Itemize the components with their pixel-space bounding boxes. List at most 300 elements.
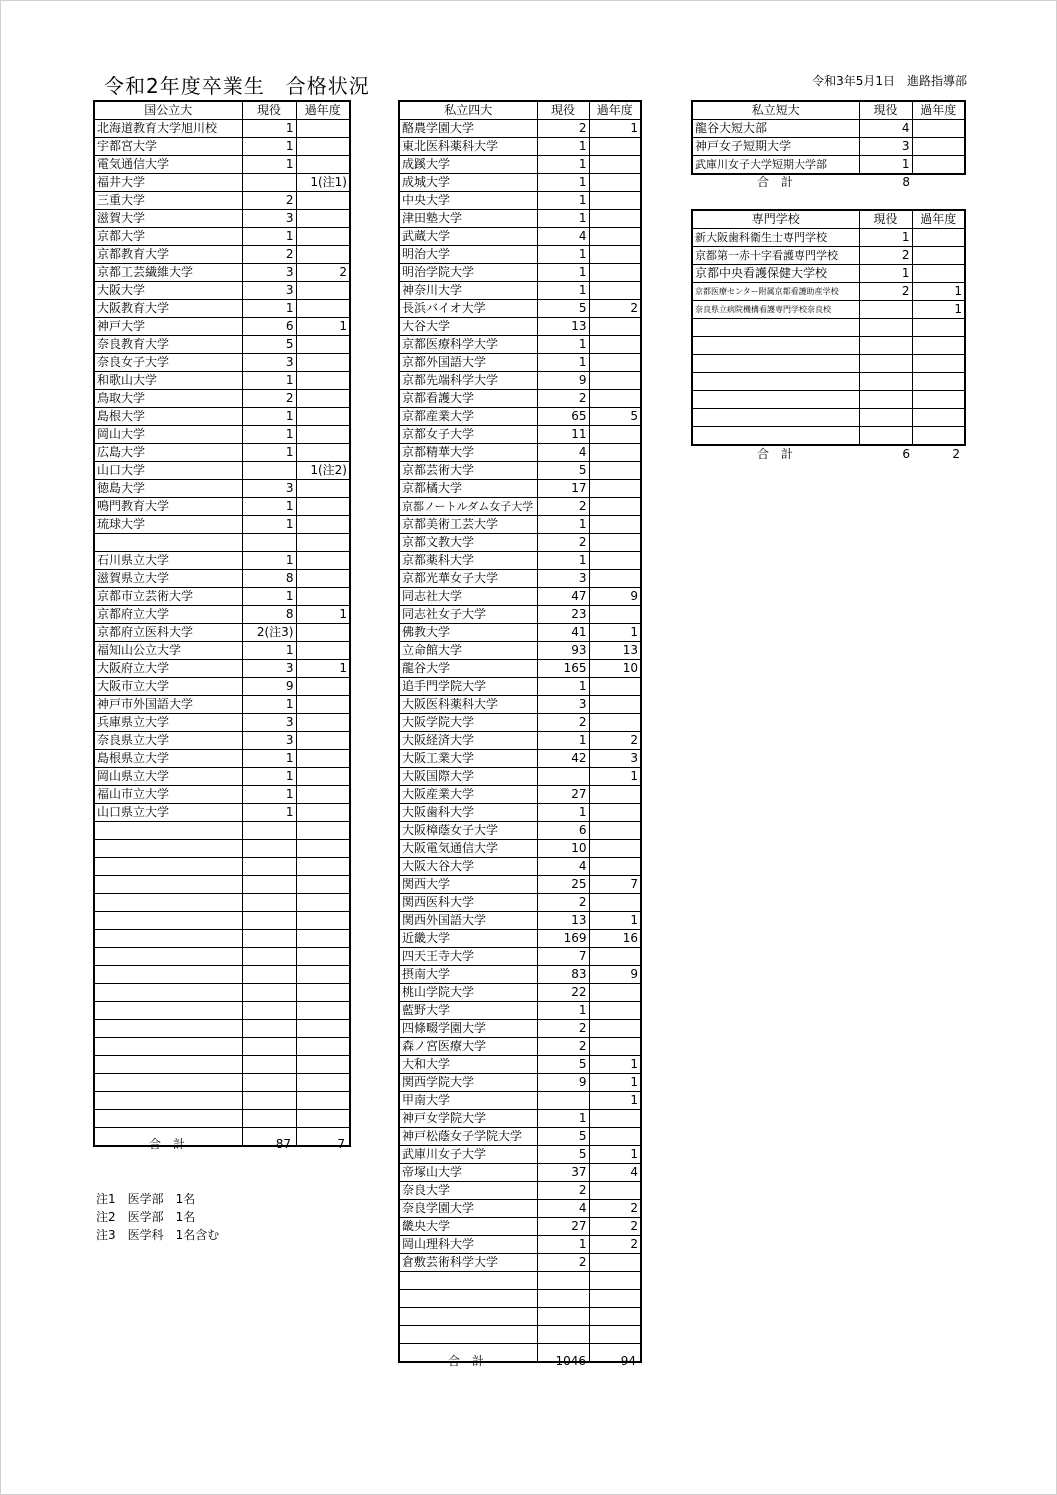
school-name-cell: 京都府立大学: [94, 606, 242, 624]
current-count-cell: 3: [242, 480, 296, 498]
school-name-cell: 神戸女子短期大学: [692, 138, 859, 156]
previous-count-cell: [296, 1074, 350, 1092]
previous-count-cell: [589, 138, 641, 156]
previous-count-cell: [296, 678, 350, 696]
table-header-row: [692, 210, 965, 229]
table-row: [94, 372, 350, 390]
school-name-cell: 福知山公立大学: [94, 642, 242, 660]
table-row: [399, 534, 641, 552]
school-name-cell: 京都薬科大学: [399, 552, 537, 570]
current-count-cell: 7: [537, 948, 589, 966]
school-name-cell: 京都女子大学: [399, 426, 537, 444]
current-count-cell: 1: [537, 678, 589, 696]
previous-count-cell: [589, 444, 641, 462]
table-row: [399, 1146, 641, 1164]
school-name-cell: 京都医療センター附属京都看護助産学校: [692, 283, 859, 301]
school-name-cell: 大阪大谷大学: [399, 858, 537, 876]
current-count-cell: 2: [242, 192, 296, 210]
current-count-cell: 8: [242, 606, 296, 624]
table-row: [692, 427, 965, 446]
school-name-cell: 岡山理科大学: [399, 1236, 537, 1254]
previous-count-cell: 4: [589, 1164, 641, 1182]
previous-count-cell: [589, 1308, 641, 1326]
table-row: [692, 138, 965, 156]
table-row: [692, 156, 965, 175]
table-header-row: [94, 101, 350, 120]
current-count-cell: 1: [242, 768, 296, 786]
school-name-cell: 京都橘大学: [399, 480, 537, 498]
school-name-cell: [94, 1092, 242, 1110]
column-header-school: 私立四大: [399, 101, 537, 120]
table-row: [94, 1020, 350, 1038]
previous-count-cell: [912, 247, 965, 265]
school-name-cell: 奈良県立大学: [94, 732, 242, 750]
school-name-cell: 島根大学: [94, 408, 242, 426]
table-row: [692, 301, 965, 319]
previous-count-cell: [296, 1020, 350, 1038]
table-row: [94, 588, 350, 606]
total-previous: 2: [952, 447, 960, 461]
table-row: [399, 390, 641, 408]
school-name-cell: 岡山大学: [94, 426, 242, 444]
school-name-cell: 明治大学: [399, 246, 537, 264]
current-count-cell: 2(注3): [242, 624, 296, 642]
school-name-cell: 同志社大学: [399, 588, 537, 606]
current-count-cell: 1: [859, 229, 912, 247]
current-count-cell: 1: [537, 246, 589, 264]
current-count-cell: 2: [242, 246, 296, 264]
table-row: [94, 246, 350, 264]
previous-count-cell: 9: [589, 588, 641, 606]
previous-count-cell: [296, 1056, 350, 1074]
school-name-cell: 大阪樟蔭女子大学: [399, 822, 537, 840]
private-total-row: [398, 1353, 640, 1369]
table-row: [399, 804, 641, 822]
table-row: [94, 858, 350, 876]
table-row: [399, 1110, 641, 1128]
current-count-cell: 2: [242, 390, 296, 408]
school-name-cell: 山口県立大学: [94, 804, 242, 822]
previous-count-cell: [296, 246, 350, 264]
previous-count-cell: [589, 552, 641, 570]
table-header-row: [692, 101, 965, 120]
current-count-cell: [859, 409, 912, 427]
current-count-cell: 23: [537, 606, 589, 624]
previous-count-cell: [589, 858, 641, 876]
current-count-cell: [242, 1056, 296, 1074]
school-name-cell: [692, 391, 859, 409]
previous-count-cell: [296, 480, 350, 498]
table-row: [692, 391, 965, 409]
total-label: 合 計: [448, 1354, 485, 1368]
table-row: [94, 174, 350, 192]
school-name-cell: 倉敷芸術科学大学: [399, 1254, 537, 1272]
school-name-cell: 奈良学園大学: [399, 1200, 537, 1218]
table-row: [94, 984, 350, 1002]
table-row: [94, 210, 350, 228]
previous-count-cell: [589, 786, 641, 804]
previous-count-cell: [589, 1290, 641, 1308]
previous-count-cell: [296, 138, 350, 156]
current-count-cell: 3: [859, 138, 912, 156]
current-count-cell: [859, 373, 912, 391]
table-row: [399, 1038, 641, 1056]
current-count-cell: 5: [537, 462, 589, 480]
previous-count-cell: 2: [589, 1236, 641, 1254]
current-count-cell: [242, 1110, 296, 1128]
table-row: [399, 660, 641, 678]
previous-count-cell: [589, 534, 641, 552]
current-count-cell: 1: [537, 1110, 589, 1128]
total-current: 1046: [555, 1354, 586, 1368]
current-count-cell: 3: [242, 714, 296, 732]
school-name-cell: 武庫川女子大学: [399, 1146, 537, 1164]
previous-count-cell: 9: [589, 966, 641, 984]
column-header-previous: 過年度: [912, 101, 965, 120]
school-name-cell: 徳島大学: [94, 480, 242, 498]
table-row: [399, 138, 641, 156]
previous-count-cell: 2: [589, 1200, 641, 1218]
current-count-cell: 65: [537, 408, 589, 426]
current-count-cell: [242, 1002, 296, 1020]
current-count-cell: [242, 894, 296, 912]
table-row: [94, 750, 350, 768]
table-row: [94, 390, 350, 408]
current-count-cell: 1: [242, 156, 296, 174]
table-row: [399, 156, 641, 174]
previous-count-cell: [296, 750, 350, 768]
previous-count-cell: 2: [589, 300, 641, 318]
previous-count-cell: 1: [589, 120, 641, 138]
table-row: [94, 678, 350, 696]
total-current: 8: [902, 175, 910, 189]
previous-count-cell: 7: [589, 876, 641, 894]
school-name-cell: 大阪国際大学: [399, 768, 537, 786]
current-count-cell: 165: [537, 660, 589, 678]
table-row: [399, 1200, 641, 1218]
school-name-cell: 奈良教育大学: [94, 336, 242, 354]
previous-count-cell: [296, 966, 350, 984]
vocational-schools-table: [691, 209, 966, 446]
current-count-cell: [537, 1092, 589, 1110]
table-row: [399, 318, 641, 336]
school-name-cell: [94, 948, 242, 966]
current-count-cell: 1: [242, 642, 296, 660]
table-row: [399, 930, 641, 948]
school-name-cell: [94, 1038, 242, 1056]
current-count-cell: 10: [537, 840, 589, 858]
previous-count-cell: 1: [912, 301, 965, 319]
current-count-cell: 1: [537, 336, 589, 354]
current-count-cell: 2: [537, 120, 589, 138]
previous-count-cell: [589, 480, 641, 498]
current-count-cell: 37: [537, 1164, 589, 1182]
table-row: [94, 570, 350, 588]
current-count-cell: 1: [242, 552, 296, 570]
column-header-current: 現役: [537, 101, 589, 120]
current-count-cell: 1: [242, 120, 296, 138]
school-name-cell: 同志社女子大学: [399, 606, 537, 624]
previous-count-cell: 1: [589, 768, 641, 786]
table-row: [94, 696, 350, 714]
school-name-cell: 藍野大学: [399, 1002, 537, 1020]
table-row: [399, 264, 641, 282]
vocational-total-row: [691, 446, 964, 462]
table-row: [94, 498, 350, 516]
current-count-cell: [242, 1092, 296, 1110]
school-name-cell: 大阪工業大学: [399, 750, 537, 768]
previous-count-cell: [296, 894, 350, 912]
current-count-cell: 1: [537, 804, 589, 822]
previous-count-cell: [589, 1038, 641, 1056]
previous-count-cell: 1: [296, 318, 350, 336]
table-row: [94, 876, 350, 894]
school-name-cell: 帝塚山大学: [399, 1164, 537, 1182]
table-row: [399, 1002, 641, 1020]
current-count-cell: 4: [537, 858, 589, 876]
private-universities-table: [398, 100, 642, 1363]
school-name-cell: [94, 822, 242, 840]
previous-count-cell: [296, 552, 350, 570]
table-row: [692, 283, 965, 301]
previous-count-cell: [296, 984, 350, 1002]
current-count-cell: 1: [537, 264, 589, 282]
school-name-cell: 甲南大学: [399, 1092, 537, 1110]
table-row: [399, 444, 641, 462]
school-name-cell: [94, 1020, 242, 1038]
table-row: [94, 354, 350, 372]
table-row: [94, 228, 350, 246]
previous-count-cell: [296, 876, 350, 894]
school-name-cell: 神戸女学院大学: [399, 1110, 537, 1128]
current-count-cell: 5: [537, 300, 589, 318]
current-count-cell: 2: [537, 1020, 589, 1038]
current-count-cell: 1: [242, 408, 296, 426]
previous-count-cell: [296, 354, 350, 372]
school-name-cell: 摂南大学: [399, 966, 537, 984]
table-row: [94, 1056, 350, 1074]
previous-count-cell: 2: [589, 1218, 641, 1236]
current-count-cell: 1: [537, 210, 589, 228]
total-current: 6: [902, 447, 910, 461]
table-row: [94, 840, 350, 858]
table-row: [399, 1092, 641, 1110]
table-row: [692, 373, 965, 391]
school-name-cell: 三重大学: [94, 192, 242, 210]
previous-count-cell: 1(注1): [296, 174, 350, 192]
previous-count-cell: 1(注2): [296, 462, 350, 480]
issued-date: 令和3年5月1日 進路指導部: [812, 74, 967, 88]
total-label: 合 計: [149, 1137, 186, 1151]
current-count-cell: 3: [242, 264, 296, 282]
table-row: [399, 354, 641, 372]
current-count-cell: 22: [537, 984, 589, 1002]
current-count-cell: 1: [242, 444, 296, 462]
current-count-cell: 13: [537, 912, 589, 930]
previous-count-cell: 3: [589, 750, 641, 768]
school-name-cell: 桃山学院大学: [399, 984, 537, 1002]
current-count-cell: [537, 1308, 589, 1326]
previous-count-cell: [912, 156, 965, 175]
previous-count-cell: [589, 1272, 641, 1290]
table-header-row: [399, 101, 641, 120]
column-header-previous: 過年度: [912, 210, 965, 229]
school-name-cell: 京都市立芸術大学: [94, 588, 242, 606]
school-name-cell: [692, 355, 859, 373]
current-count-cell: 1: [859, 265, 912, 283]
school-name-cell: 森ノ宮医療大学: [399, 1038, 537, 1056]
current-count-cell: 1: [537, 516, 589, 534]
previous-count-cell: [589, 1110, 641, 1128]
table-row: [399, 300, 641, 318]
previous-count-cell: [296, 444, 350, 462]
school-name-cell: 大阪電気通信大学: [399, 840, 537, 858]
previous-count-cell: [296, 1092, 350, 1110]
current-count-cell: 8: [242, 570, 296, 588]
previous-count-cell: [589, 570, 641, 588]
school-name-cell: 関西医科大学: [399, 894, 537, 912]
table-row: [94, 732, 350, 750]
school-name-cell: 福井大学: [94, 174, 242, 192]
school-name-cell: 成蹊大学: [399, 156, 537, 174]
table-row: [399, 984, 641, 1002]
table-row: [94, 480, 350, 498]
previous-count-cell: [296, 282, 350, 300]
total-current: 87: [275, 1137, 291, 1151]
table-row: [399, 336, 641, 354]
current-count-cell: [242, 822, 296, 840]
table-row: [94, 624, 350, 642]
table-row: [692, 120, 965, 138]
previous-count-cell: [912, 391, 965, 409]
school-name-cell: 大阪歯科大学: [399, 804, 537, 822]
school-name-cell: [399, 1326, 537, 1344]
previous-count-cell: [589, 372, 641, 390]
table-row: [399, 570, 641, 588]
school-name-cell: 立命館大学: [399, 642, 537, 660]
current-count-cell: 4: [537, 1200, 589, 1218]
column-header-current: 現役: [859, 210, 912, 229]
current-count-cell: 2: [537, 714, 589, 732]
previous-count-cell: 10: [589, 660, 641, 678]
current-count-cell: [242, 876, 296, 894]
current-count-cell: 4: [537, 228, 589, 246]
table-row: [399, 1128, 641, 1146]
school-name-cell: 大阪教育大学: [94, 300, 242, 318]
previous-count-cell: [589, 948, 641, 966]
previous-count-cell: [296, 624, 350, 642]
school-name-cell: 中央大学: [399, 192, 537, 210]
current-count-cell: [242, 858, 296, 876]
current-count-cell: 4: [859, 120, 912, 138]
previous-count-cell: [296, 408, 350, 426]
previous-count-cell: [912, 409, 965, 427]
previous-count-cell: [589, 840, 641, 858]
table-row: [399, 678, 641, 696]
school-name-cell: [94, 894, 242, 912]
current-count-cell: 1: [242, 696, 296, 714]
school-name-cell: 奈良大学: [399, 1182, 537, 1200]
previous-count-cell: [589, 318, 641, 336]
current-count-cell: 9: [537, 372, 589, 390]
current-count-cell: [859, 337, 912, 355]
current-count-cell: [242, 1074, 296, 1092]
table-row: [399, 876, 641, 894]
school-name-cell: 奈良女子大学: [94, 354, 242, 372]
school-name-cell: [94, 912, 242, 930]
footnote-3: 注3 医学科 1名含む: [96, 1228, 220, 1242]
current-count-cell: [859, 427, 912, 446]
school-name-cell: 岡山県立大学: [94, 768, 242, 786]
current-count-cell: [859, 301, 912, 319]
current-count-cell: 9: [537, 1074, 589, 1092]
school-name-cell: 関西学院大学: [399, 1074, 537, 1092]
table-row: [94, 192, 350, 210]
table-row: [94, 1110, 350, 1128]
current-count-cell: 1: [537, 732, 589, 750]
school-name-cell: 関西大学: [399, 876, 537, 894]
table-row: [94, 606, 350, 624]
current-count-cell: 25: [537, 876, 589, 894]
table-row: [94, 714, 350, 732]
table-row: [399, 1236, 641, 1254]
current-count-cell: 17: [537, 480, 589, 498]
column-header-school: 専門学校: [692, 210, 859, 229]
table-row: [399, 714, 641, 732]
current-count-cell: [242, 462, 296, 480]
table-row: [399, 1164, 641, 1182]
previous-count-cell: [912, 319, 965, 337]
school-name-cell: 大和大学: [399, 1056, 537, 1074]
school-name-cell: 京都第一赤十字看護専門学校: [692, 247, 859, 265]
previous-count-cell: [296, 498, 350, 516]
current-count-cell: 27: [537, 1218, 589, 1236]
table-row: [94, 642, 350, 660]
previous-count-cell: [589, 336, 641, 354]
table-row: [94, 552, 350, 570]
current-count-cell: [859, 355, 912, 373]
current-count-cell: 2: [537, 390, 589, 408]
school-name-cell: 京都中央看護保健大学校: [692, 265, 859, 283]
previous-count-cell: [296, 210, 350, 228]
national-total-row: [93, 1136, 349, 1152]
total-previous: 94: [620, 1354, 636, 1368]
table-row: [399, 408, 641, 426]
previous-count-cell: 1: [589, 1092, 641, 1110]
table-row: [94, 336, 350, 354]
current-count-cell: [242, 966, 296, 984]
previous-count-cell: [589, 606, 641, 624]
current-count-cell: 1: [537, 354, 589, 372]
school-name-cell: [692, 319, 859, 337]
previous-count-cell: [296, 786, 350, 804]
previous-count-cell: 1: [589, 1146, 641, 1164]
current-count-cell: 1: [242, 588, 296, 606]
table-row: [399, 1056, 641, 1074]
school-name-cell: 長浜バイオ大学: [399, 300, 537, 318]
table-row: [94, 804, 350, 822]
current-count-cell: 1: [242, 372, 296, 390]
table-row: [399, 624, 641, 642]
current-count-cell: 1: [242, 786, 296, 804]
previous-count-cell: [296, 1110, 350, 1128]
table-row: [94, 516, 350, 534]
column-header-school: 国公立大: [94, 101, 242, 120]
footnote-2: 注2 医学部 1名: [96, 1210, 196, 1224]
footnote-1: 注1 医学部 1名: [96, 1192, 196, 1206]
school-name-cell: 京都光華女子大学: [399, 570, 537, 588]
previous-count-cell: [589, 246, 641, 264]
